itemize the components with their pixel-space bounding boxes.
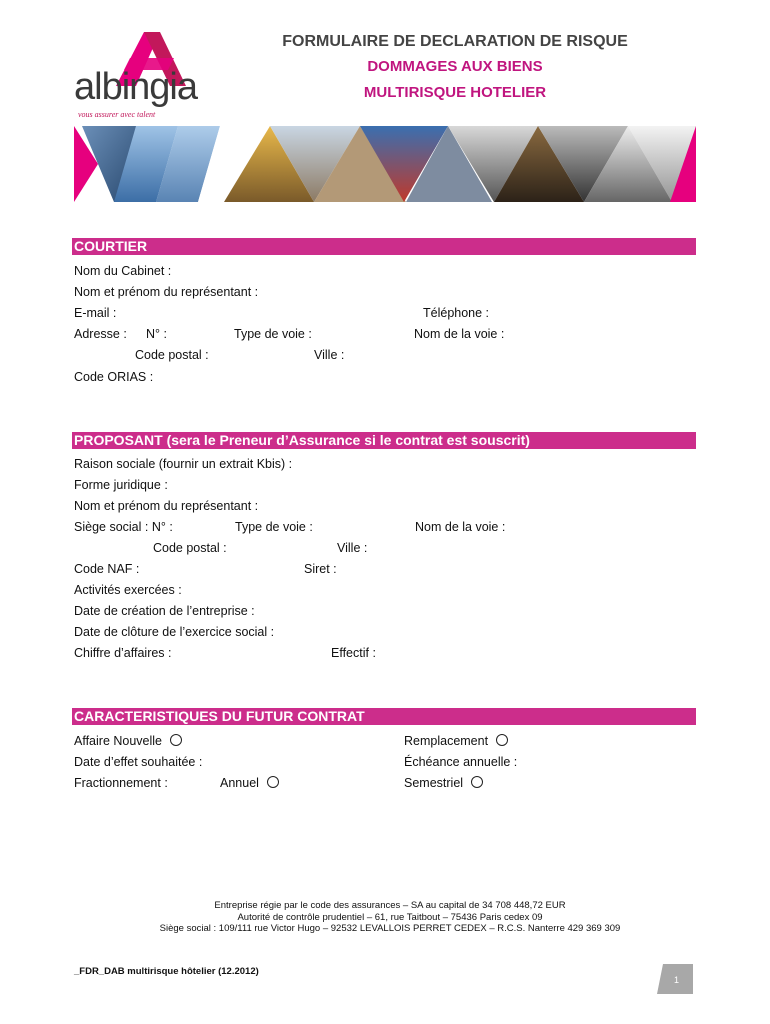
contrat-remplacement-option[interactable] xyxy=(404,734,508,748)
proposant-representant-label: Nom et prénom du représentant : xyxy=(74,499,259,513)
courtier-nom-cabinet-label: Nom du Cabinet : xyxy=(74,264,172,278)
proposant-ca-label: Chiffre d’affaires : xyxy=(74,646,172,660)
proposant-siret-label: Siret : xyxy=(304,562,337,576)
photo-banner xyxy=(74,126,696,202)
proposant-ville-label: Ville : xyxy=(337,541,368,555)
courtier-type-voie-label: Type de voie : xyxy=(234,327,312,341)
proposant-raison-sociale-label: Raison sociale (fournir un extrait Kbis) : xyxy=(74,457,293,471)
affaire-nouvelle-label: Affaire Nouvelle xyxy=(74,734,163,748)
proposant-creation-label: Date de création de l’entreprise : xyxy=(74,604,255,618)
footer-line-1: Entreprise régie par le code des assurances – SA au capital de 34 708 448,72 EUR xyxy=(214,900,566,911)
logo-tagline: vous assurer avec talent xyxy=(78,110,156,119)
annuel-label: Annuel xyxy=(220,776,259,790)
courtier-email-label: E-mail : xyxy=(74,306,117,320)
remplacement-label: Remplacement xyxy=(404,734,489,748)
contrat-fractionnement-label: Fractionnement : xyxy=(74,776,168,790)
courtier-orias-label: Code ORIAS : xyxy=(74,370,154,384)
section-courtier-heading: COURTIER xyxy=(72,238,696,255)
courtier-code-postal-label: Code postal : xyxy=(135,348,209,362)
courtier-representant-label: Nom et prénom du représentant : xyxy=(74,285,259,299)
form-subtitle-2: MULTIRISQUE HOTELIER xyxy=(363,84,547,101)
semestriel-label: Semestriel xyxy=(404,776,464,790)
courtier-telephone-label: Téléphone : xyxy=(423,306,490,320)
contrat-affaire-nouvelle-option[interactable] xyxy=(74,734,182,748)
affaire-nouvelle-radio[interactable] xyxy=(170,734,182,746)
courtier-ville-label: Ville : xyxy=(314,348,345,362)
footer-line-2: Autorité de contrôle prudentiel – 61, rue Taitbout – 75436 Paris cedex 09 xyxy=(237,911,543,923)
proposant-type-voie-label: Type de voie : xyxy=(235,520,313,534)
courtier-numero-label: N° : xyxy=(146,327,167,341)
proposant-nom-voie-label: Nom de la voie : xyxy=(415,520,506,534)
proposant-effectif-label: Effectif : xyxy=(331,646,376,660)
remplacement-radio[interactable] xyxy=(496,734,508,746)
annuel-radio[interactable] xyxy=(267,776,279,788)
section-proposant-heading: PROPOSANT (sera le Preneur d’Assurance si le contrat est souscrit) xyxy=(72,432,696,449)
contrat-date-effet-label: Date d’effet souhaitée : xyxy=(74,755,203,769)
courtier-nom-voie-label: Nom de la voie : xyxy=(414,327,505,341)
proposant-cloture-label: Date de clôture de l’exercice social : xyxy=(74,625,275,639)
page-number: 1 xyxy=(674,975,680,985)
form-subtitle-1: DOMMAGES AUX BIENS xyxy=(367,58,543,75)
proposant-siege-label: Siège social : N° : xyxy=(74,520,173,534)
semestriel-radio[interactable] xyxy=(471,776,483,788)
logo-wordmark: albingia xyxy=(74,66,197,108)
albingia-logo xyxy=(74,28,224,119)
form-title: FORMULAIRE DE DECLARATION DE RISQUE xyxy=(282,33,628,50)
proposant-activites-label: Activités exercées : xyxy=(74,583,182,597)
section-contrat-heading: CARACTERISTIQUES DU FUTUR CONTRAT xyxy=(72,708,696,725)
footer-line-3: Siège social : 109/111 rue Victor Hugo – 92532 LEVALLOIS PERRET CEDEX – R.C.S. Nanterre 429 369 309 xyxy=(159,923,621,934)
contrat-semestriel-option[interactable] xyxy=(404,776,483,790)
proposant-forme-juridique-label: Forme juridique : xyxy=(74,478,168,492)
courtier-adresse-label: Adresse : xyxy=(74,327,127,341)
form-title-block xyxy=(245,32,665,108)
proposant-code-postal-label: Code postal : xyxy=(153,541,227,555)
legal-footer xyxy=(90,900,690,935)
contrat-annuel-option[interactable] xyxy=(220,776,279,790)
proposant-naf-label: Code NAF : xyxy=(74,562,140,576)
document-code: _FDR_DAB multirisque hôtelier (12.2012) xyxy=(74,966,259,977)
contrat-echeance-label: Échéance annuelle : xyxy=(404,755,518,769)
